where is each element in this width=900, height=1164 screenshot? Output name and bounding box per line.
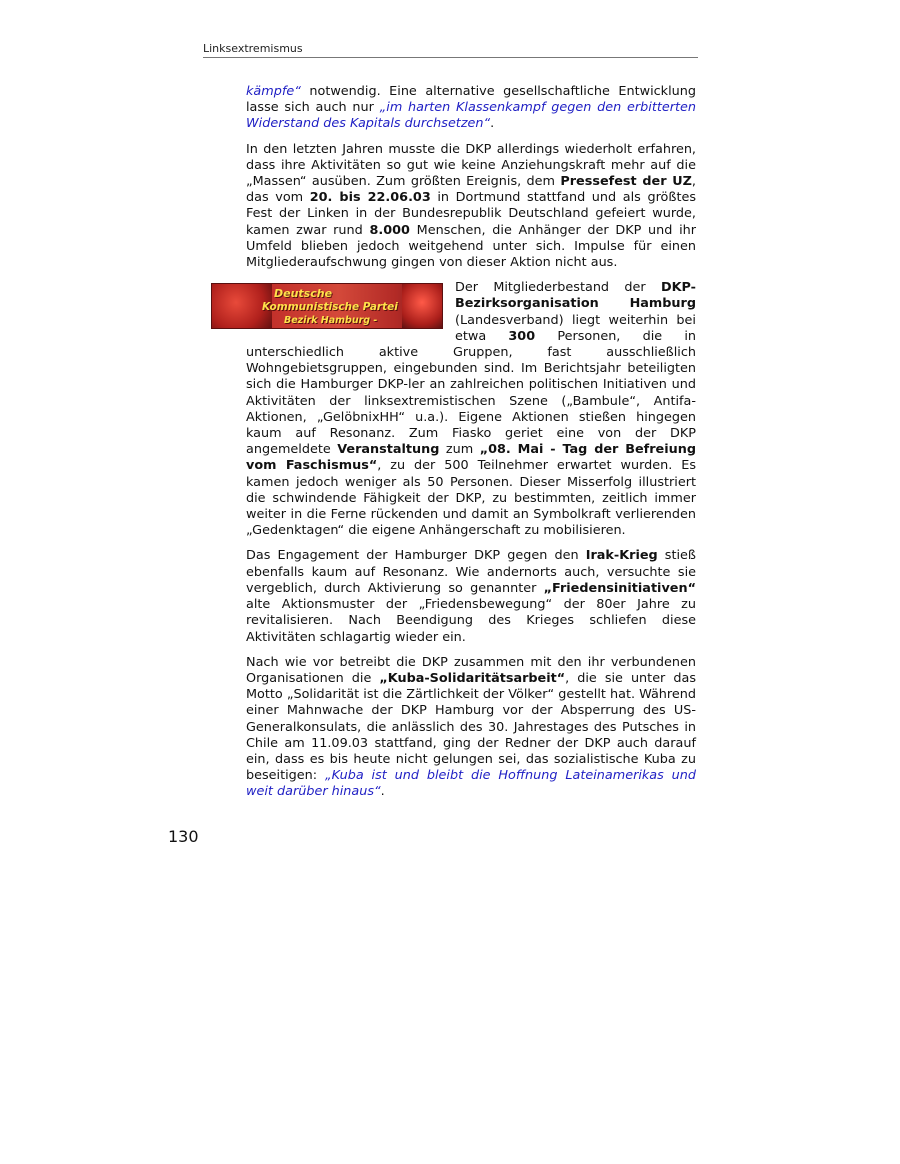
bold-term: 300 bbox=[508, 328, 536, 344]
running-header bbox=[203, 42, 698, 58]
text-run: . bbox=[380, 784, 385, 800]
bold-term: „Kuba-Solidaritätsarbeit“ bbox=[379, 670, 566, 686]
text-run: , zu der 500 Teilnehmer erwartet wurden. Es kamen jedoch weniger als 50 Personen. Dieser Misserfolg illustriert die schwindende Fähigkeit der DKP, zu bestimmten, zeitlich immer weiter in die Ferne rückenden und damit an Symbolkraft verlierenden „Gedenktagen“ die eigene Anhängerschaft zu mobilisieren. bbox=[246, 458, 696, 539]
bold-term: Pressefest der UZ bbox=[560, 174, 692, 190]
quote: „Kuba ist und bleibt die Hoffnung Lateinamerikas und weit darüber hinaus“ bbox=[246, 768, 697, 800]
bold-term: „Friedensinitiativen“ bbox=[543, 580, 696, 596]
text-run: notwendig. Eine alternative gesellschaftliche Entwicklung lasse sich auch nur bbox=[246, 84, 696, 116]
dkp-hamburg-banner-image bbox=[211, 283, 443, 329]
paragraph-2 bbox=[246, 142, 696, 272]
text-run: Personen, die in unterschiedlich aktive Gruppen, fast ausschließlich Wohngebietsgruppen, eingebunden sind. Im Berichtsjahr beteiligten sich die Hamburger DKP-ler an zahlreichen politischen Initiativen und Aktivitäten der linksextremistischen Szene („Bambule“, Antifa-Aktionen, „GelöbnixHH“ u.a.). Eigene Aktionen stießen hingegen kaum auf Resonanz. Zum Fiasko geriet eine von der DKP angemeldete bbox=[246, 328, 696, 458]
bold-term: Veranstaltung bbox=[337, 442, 440, 458]
text-run: alte Aktionsmuster der „Friedensbewegung“ der 80er Jahre zu revitalisieren. Nach Beendigung des Krieges schliefen diese Aktivitäten schlagartig wieder ein. bbox=[246, 597, 696, 645]
text-run: in Dortmund stattfand und als größtes Fest der Linken in der Bundesrepublik Deutschland gefeiert wurde, kamen zwar rund bbox=[246, 190, 697, 238]
text-run: Das Engagement der Hamburger DKP gegen den bbox=[246, 548, 586, 564]
bold-term: 8.000 bbox=[369, 222, 410, 238]
bold-term: „08. Mai - Tag der Befreiung vom Faschismus“ bbox=[246, 442, 696, 474]
running-title: Linksextremismus bbox=[203, 42, 303, 55]
text-run: In den letzten Jahren musste die DKP allerdings wiederholt erfahren, dass ihre Aktivitäten so gut wie keine Anziehungskraft mehr auf die „Massen“ ausüben. Zum größten Ereignis, dem bbox=[246, 141, 696, 190]
banner-line-2: Kommunistische Partei bbox=[262, 301, 398, 314]
paragraph-5 bbox=[246, 655, 696, 801]
quote: kämpfe“ bbox=[246, 84, 301, 99]
text-run: . bbox=[490, 116, 495, 132]
bold-term: Irak-Krieg bbox=[585, 548, 658, 564]
text-run: , das vom bbox=[246, 174, 696, 206]
bold-term: 20. bis 22.06.03 bbox=[309, 190, 431, 206]
page-number: 130 bbox=[168, 827, 199, 846]
text-run: Menschen, die Anhänger der DKP und ihr Umfeld blieben jedoch weitgehend unter sich. Impulse für einen Mitgliederaufschwung gingen von dieser Aktion nicht aus. bbox=[246, 222, 697, 271]
text-run: zum bbox=[439, 442, 480, 458]
paragraph-1 bbox=[246, 84, 696, 133]
text-run: , die sie unter das Motto „Solidarität ist die Zärtlichkeit der Völker“ gestellt hat. Während einer Mahnwache der DKP Hamburg vor der Absperrung des US-Generalkonsulats, die anlässlich des 30. Jahrestages des Putsches in Chile am 11.09.03 stattfand, ging der Redner der DKP auch darauf ein, dass es bis heute nicht gelungen sei, das sozialistische Kuba zu beseitigen: bbox=[246, 670, 696, 784]
text-run: (Landesverband) liegt weiterhin bei etwa bbox=[455, 312, 696, 344]
text-run: Nach wie vor betreibt die DKP zusammen mit den ihr verbundenen Organisationen die bbox=[246, 654, 696, 686]
body-text bbox=[246, 84, 696, 810]
red-flag-graphic bbox=[402, 284, 442, 329]
quote: „im harten Klassenkampf gegen den erbitterten Widerstand des Kapitals durchsetzen“ bbox=[246, 100, 696, 132]
paragraph-3 bbox=[246, 280, 696, 539]
banner-line-1: Deutsche bbox=[274, 287, 333, 301]
text-run: stieß ebenfalls kaum auf Resonanz. Wie andernorts auch, versuchte sie vergeblich, durch Aktivierung so genannter bbox=[246, 548, 696, 596]
paragraph-4 bbox=[246, 548, 696, 645]
bold-term: DKP-Bezirksorganisation Hamburg bbox=[455, 280, 696, 312]
banner-line-3: Bezirk Hamburg - bbox=[284, 315, 378, 327]
text-run: Der Mitgliederbestand der bbox=[455, 280, 661, 296]
